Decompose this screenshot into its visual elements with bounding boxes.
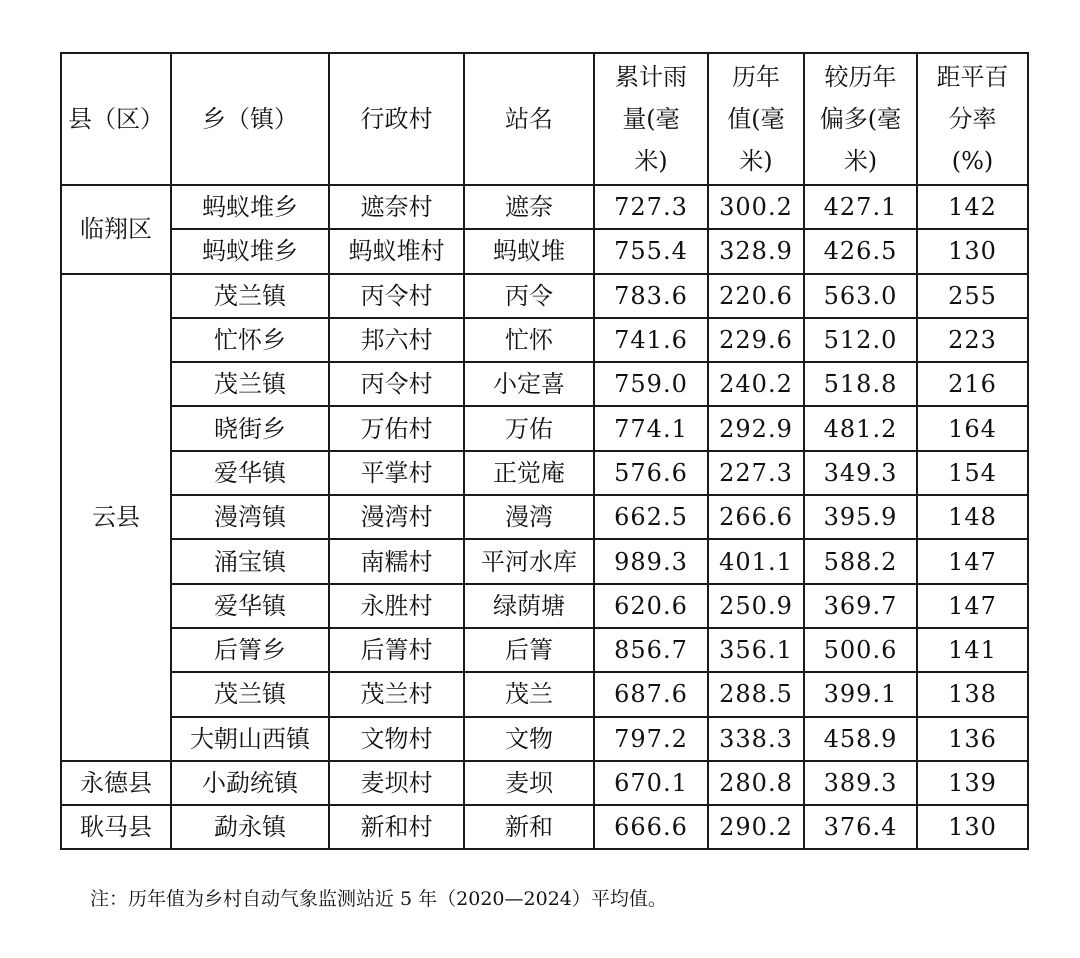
cell-anomaly-percent: 139 xyxy=(917,761,1028,805)
cell-excess: 427.1 xyxy=(804,185,917,229)
cell-village: 蚂蚁堆村 xyxy=(329,229,464,273)
table-row xyxy=(61,495,1028,539)
cell-historical-value: 280.8 xyxy=(708,761,804,805)
cell-anomaly-percent: 147 xyxy=(917,539,1028,583)
cell-station: 蚂蚁堆 xyxy=(464,229,594,273)
cell-anomaly-percent: 130 xyxy=(917,229,1028,273)
cell-excess: 512.0 xyxy=(804,318,917,362)
table-row xyxy=(61,274,1028,318)
rainfall-table xyxy=(60,52,1029,850)
cell-excess: 389.3 xyxy=(804,761,917,805)
cell-historical-value: 290.2 xyxy=(708,805,804,849)
cell-township: 蚂蚁堆乡 xyxy=(171,185,329,229)
cell-cumulative-rainfall: 856.7 xyxy=(594,628,708,672)
table-row xyxy=(61,584,1028,628)
table-row xyxy=(61,406,1028,450)
cell-station: 文物 xyxy=(464,717,594,761)
cell-excess: 426.5 xyxy=(804,229,917,273)
cell-anomaly-percent: 147 xyxy=(917,584,1028,628)
cell-anomaly-percent: 130 xyxy=(917,805,1028,849)
cell-historical-value: 229.6 xyxy=(708,318,804,362)
header-cell-historical-value: 历年 值(毫 米) xyxy=(708,53,804,185)
cell-excess: 563.0 xyxy=(804,274,917,318)
cell-county: 耿马县 xyxy=(61,805,171,849)
cell-station: 茂兰 xyxy=(464,672,594,716)
cell-excess: 458.9 xyxy=(804,717,917,761)
cell-historical-value: 227.3 xyxy=(708,451,804,495)
cell-station: 万佑 xyxy=(464,406,594,450)
cell-village: 丙令村 xyxy=(329,362,464,406)
table-row xyxy=(61,451,1028,495)
cell-township: 晓街乡 xyxy=(171,406,329,450)
cell-excess: 395.9 xyxy=(804,495,917,539)
cell-station: 丙令 xyxy=(464,274,594,318)
cell-station: 后箐 xyxy=(464,628,594,672)
footnote: 注：历年值为乡村自动气象监测站近 5 年（2020—2024）平均值。 xyxy=(90,888,667,910)
cell-excess: 376.4 xyxy=(804,805,917,849)
cell-township: 茂兰镇 xyxy=(171,274,329,318)
cell-cumulative-rainfall: 783.6 xyxy=(594,274,708,318)
cell-village: 遮奈村 xyxy=(329,185,464,229)
table-row xyxy=(61,672,1028,716)
cell-village: 邦六村 xyxy=(329,318,464,362)
cell-excess: 349.3 xyxy=(804,451,917,495)
cell-cumulative-rainfall: 755.4 xyxy=(594,229,708,273)
table-row xyxy=(61,805,1028,849)
cell-historical-value: 292.9 xyxy=(708,406,804,450)
header-cell-excess: 较历年 偏多(毫 米) xyxy=(804,53,917,185)
cell-village: 平掌村 xyxy=(329,451,464,495)
cell-township: 漫湾镇 xyxy=(171,495,329,539)
cell-excess: 369.7 xyxy=(804,584,917,628)
cell-township: 涌宝镇 xyxy=(171,539,329,583)
cell-anomaly-percent: 255 xyxy=(917,274,1028,318)
cell-village: 后箐村 xyxy=(329,628,464,672)
cell-historical-value: 220.6 xyxy=(708,274,804,318)
cell-cumulative-rainfall: 662.5 xyxy=(594,495,708,539)
cell-township: 茂兰镇 xyxy=(171,672,329,716)
cell-township: 茂兰镇 xyxy=(171,362,329,406)
cell-anomaly-percent: 142 xyxy=(917,185,1028,229)
cell-excess: 588.2 xyxy=(804,539,917,583)
cell-cumulative-rainfall: 989.3 xyxy=(594,539,708,583)
cell-township: 后箐乡 xyxy=(171,628,329,672)
header-cell-village: 行政村 xyxy=(329,53,464,185)
header-cell-anomaly-percent: 距平百 分率 (%) xyxy=(917,53,1028,185)
cell-historical-value: 328.9 xyxy=(708,229,804,273)
cell-station: 平河水库 xyxy=(464,539,594,583)
cell-township: 勐永镇 xyxy=(171,805,329,849)
header-cell-cumulative-rainfall: 累计雨 量(毫 米) xyxy=(594,53,708,185)
cell-anomaly-percent: 216 xyxy=(917,362,1028,406)
table-row xyxy=(61,717,1028,761)
cell-township: 爱华镇 xyxy=(171,584,329,628)
cell-excess: 500.6 xyxy=(804,628,917,672)
cell-station: 新和 xyxy=(464,805,594,849)
table-row xyxy=(61,229,1028,273)
cell-historical-value: 356.1 xyxy=(708,628,804,672)
table-row xyxy=(61,761,1028,805)
cell-station: 麦坝 xyxy=(464,761,594,805)
cell-township: 忙怀乡 xyxy=(171,318,329,362)
cell-station: 正觉庵 xyxy=(464,451,594,495)
cell-cumulative-rainfall: 576.6 xyxy=(594,451,708,495)
cell-historical-value: 401.1 xyxy=(708,539,804,583)
cell-historical-value: 266.6 xyxy=(708,495,804,539)
cell-station: 忙怀 xyxy=(464,318,594,362)
cell-cumulative-rainfall: 666.6 xyxy=(594,805,708,849)
cell-village: 茂兰村 xyxy=(329,672,464,716)
cell-historical-value: 250.9 xyxy=(708,584,804,628)
table-body xyxy=(61,185,1028,849)
cell-cumulative-rainfall: 774.1 xyxy=(594,406,708,450)
table-row xyxy=(61,539,1028,583)
cell-anomaly-percent: 148 xyxy=(917,495,1028,539)
cell-cumulative-rainfall: 741.6 xyxy=(594,318,708,362)
cell-village: 新和村 xyxy=(329,805,464,849)
cell-county: 永德县 xyxy=(61,761,171,805)
cell-township: 爱华镇 xyxy=(171,451,329,495)
table-row xyxy=(61,628,1028,672)
cell-anomaly-percent: 154 xyxy=(917,451,1028,495)
cell-township: 小勐统镇 xyxy=(171,761,329,805)
cell-station: 绿荫塘 xyxy=(464,584,594,628)
cell-county: 临翔区 xyxy=(61,185,171,274)
cell-station: 小定喜 xyxy=(464,362,594,406)
cell-station: 遮奈 xyxy=(464,185,594,229)
table-row xyxy=(61,362,1028,406)
cell-cumulative-rainfall: 687.6 xyxy=(594,672,708,716)
cell-cumulative-rainfall: 620.6 xyxy=(594,584,708,628)
cell-excess: 399.1 xyxy=(804,672,917,716)
cell-anomaly-percent: 141 xyxy=(917,628,1028,672)
header-row xyxy=(61,53,1028,185)
cell-village: 万佑村 xyxy=(329,406,464,450)
cell-historical-value: 338.3 xyxy=(708,717,804,761)
cell-township: 蚂蚁堆乡 xyxy=(171,229,329,273)
cell-county: 云县 xyxy=(61,274,171,761)
cell-excess: 481.2 xyxy=(804,406,917,450)
cell-historical-value: 300.2 xyxy=(708,185,804,229)
cell-station: 漫湾 xyxy=(464,495,594,539)
cell-village: 丙令村 xyxy=(329,274,464,318)
cell-cumulative-rainfall: 759.0 xyxy=(594,362,708,406)
header-cell-county: 县（区） xyxy=(61,53,171,185)
header-cell-station: 站名 xyxy=(464,53,594,185)
cell-village: 麦坝村 xyxy=(329,761,464,805)
cell-cumulative-rainfall: 727.3 xyxy=(594,185,708,229)
cell-anomaly-percent: 136 xyxy=(917,717,1028,761)
cell-cumulative-rainfall: 797.2 xyxy=(594,717,708,761)
cell-cumulative-rainfall: 670.1 xyxy=(594,761,708,805)
table-row xyxy=(61,318,1028,362)
cell-village: 漫湾村 xyxy=(329,495,464,539)
cell-township: 大朝山西镇 xyxy=(171,717,329,761)
cell-village: 永胜村 xyxy=(329,584,464,628)
cell-historical-value: 240.2 xyxy=(708,362,804,406)
cell-village: 南糯村 xyxy=(329,539,464,583)
header-cell-township: 乡（镇） xyxy=(171,53,329,185)
cell-anomaly-percent: 138 xyxy=(917,672,1028,716)
cell-anomaly-percent: 164 xyxy=(917,406,1028,450)
cell-excess: 518.8 xyxy=(804,362,917,406)
cell-anomaly-percent: 223 xyxy=(917,318,1028,362)
cell-historical-value: 288.5 xyxy=(708,672,804,716)
cell-village: 文物村 xyxy=(329,717,464,761)
table-row xyxy=(61,185,1028,229)
